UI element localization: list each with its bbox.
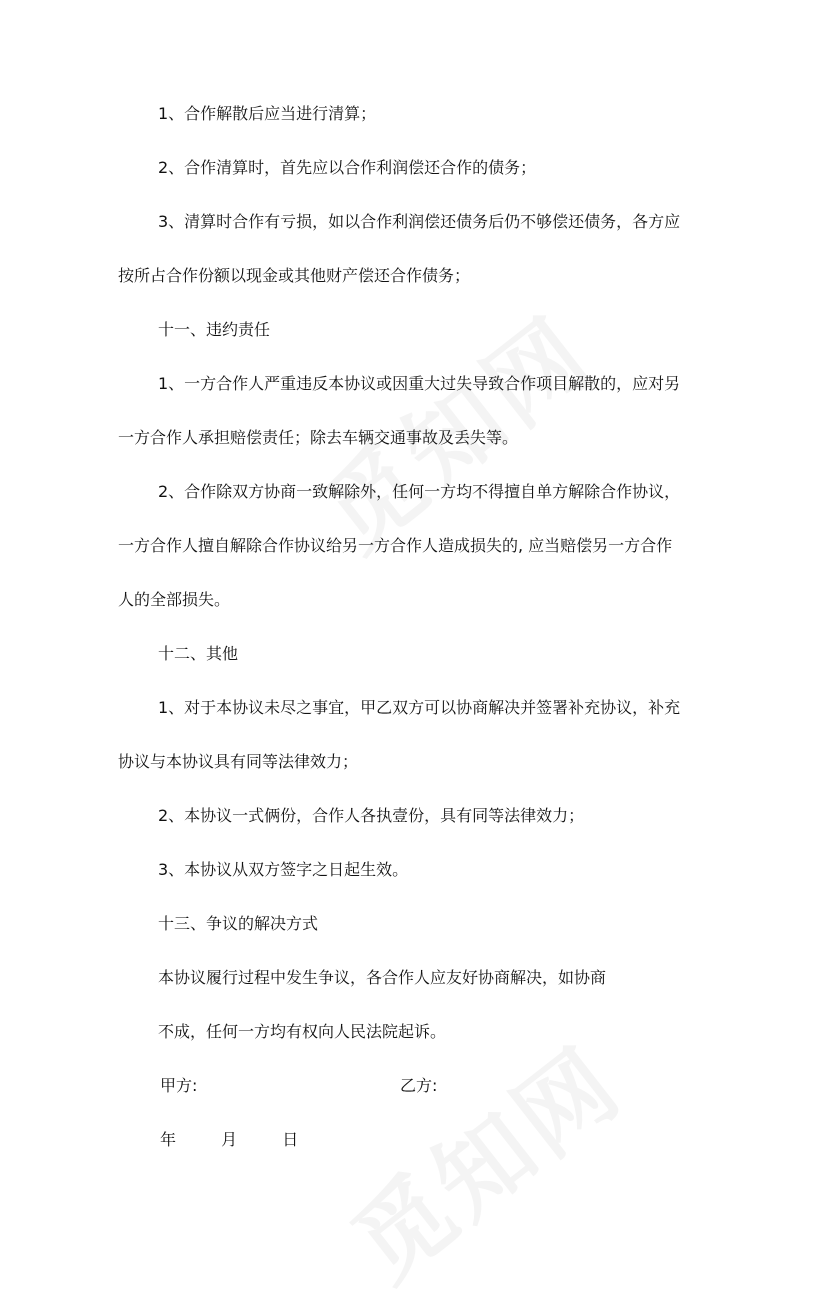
signature-row: [118, 1076, 718, 1096]
clause-text-continued: 按所占合作份额以现金或其他财产偿还合作债务；: [118, 266, 471, 285]
clause-text: 2、本协议一式俩份，合作人各执壹份，具有同等法律效力；: [158, 806, 585, 825]
clause-text-continued: 人的全部损失。: [118, 590, 231, 609]
clause-text: 3、本协议从双方签字之日起生效。: [158, 860, 409, 879]
date-month-label: 月: [221, 1130, 238, 1149]
section-heading: 十二、其他: [158, 644, 239, 663]
party-a-label: 甲方:: [160, 1076, 198, 1095]
section-heading: 十三、争议的解决方式: [158, 914, 319, 933]
section-heading: 十一、违约责任: [158, 320, 271, 339]
date-day-label: 日: [282, 1130, 299, 1149]
clause-text: 1、对于本协议未尽之事宜，甲乙双方可以协商解决并签署补充协议，补充: [158, 698, 681, 717]
clause-text: 2、合作清算时，首先应以合作利润偿还合作的债务；: [158, 158, 537, 177]
clause-text: 2、合作除双方协商一致解除外，任何一方均不得擅自单方解除合作协议，: [158, 482, 681, 501]
date-row: [118, 1130, 718, 1150]
clause-text: 1、一方合作人严重违反本协议或因重大过失导致合作项目解散的，应对另: [158, 374, 681, 393]
document-body: [118, 104, 718, 1150]
clause-text-continued: 不成，任何一方均有权向人民法院起诉。: [158, 1022, 447, 1041]
clause-text: 3、清算时合作有亏损，如以合作利润偿还债务后仍不够偿还债务，各方应: [158, 212, 681, 231]
party-b-label: 乙方:: [400, 1076, 438, 1095]
clause-text-continued: 协议与本协议具有同等法律效力；: [118, 752, 359, 771]
date-year-label: 年: [160, 1130, 177, 1149]
clause-text: 1、合作解散后应当进行清算；: [158, 104, 377, 123]
clause-text-continued: 一方合作人承担赔偿责任；除去车辆交通事故及丢失等。: [118, 428, 519, 447]
clause-text: 本协议履行过程中发生争议，各合作人应友好协商解决，如协商: [158, 968, 607, 987]
clause-text-continued: 一方合作人擅自解除合作协议给另一方合作人造成损失的, 应当赔偿另一方合作: [118, 536, 673, 555]
